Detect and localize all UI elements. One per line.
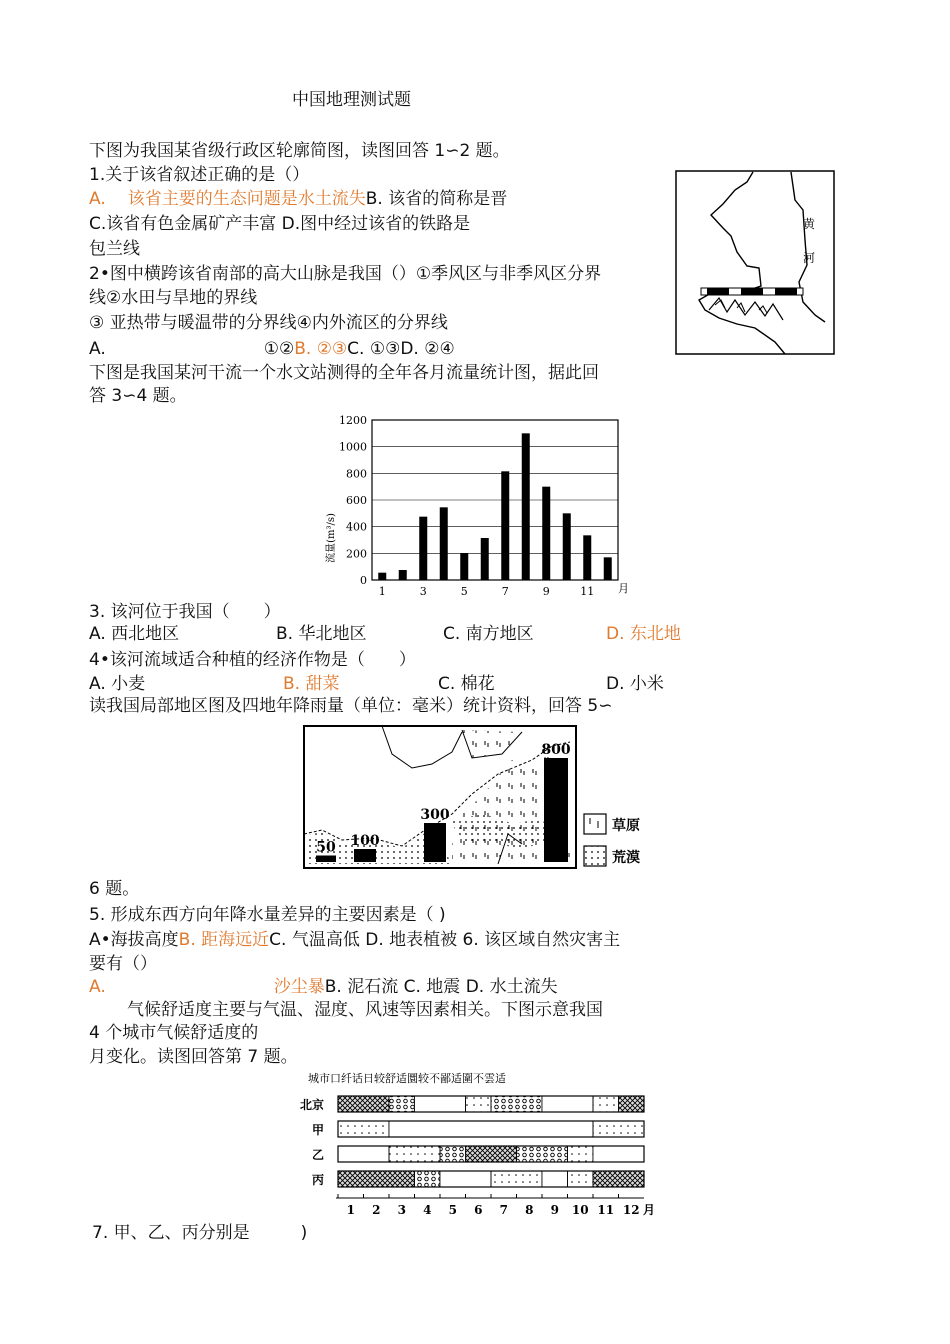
q5-option-rest: C. 气温高低 D. 地表植被 6. 该区域自然灾害主 [269,930,621,950]
comfort-segment [389,1096,415,1112]
comfort-segment [338,1146,389,1162]
q5-option-a: A•海拔高度 [89,930,179,950]
comfort-month-label: 12 [622,1203,640,1217]
flow-ytick-label: 600 [346,494,367,507]
flow-bar [399,570,407,580]
q2-options [89,338,455,360]
comfort-segment [466,1096,492,1112]
flow-bar [440,507,448,580]
comfort-month-label: 7 [499,1203,508,1217]
q4-option-a: A. 小麦 [89,674,146,694]
river-label-huang: 黄 [803,217,816,231]
flow-bar [501,471,509,580]
q7-stem: 7. 甲、乙、丙分别是 ) [92,1223,308,1243]
intro-q3-4-line2: 答 3∽4 题。 [89,386,187,406]
q2-stem-3: ③ 亚热带与暖温带的分界线④内外流区的分界线 [89,313,448,333]
q6-stem-cont: 要有（） [89,954,157,974]
flow-ytick-label: 400 [346,520,367,534]
flow-bar [563,513,571,580]
page-title: 中国地理测试题 [292,90,411,110]
comfort-segment [568,1171,594,1187]
intro-q7-line1: 气候舒适度主要与气温、湿度、风速等因素相关。下图示意我国 [127,1000,603,1020]
flow-bar [419,517,427,580]
q6-a-text: 沙尘暴 [273,977,325,997]
q5-stem: 5. 形成东西方向年降水量差异的主要因素是（ ) [89,905,446,925]
flow-bar [583,535,591,580]
comfort-segment [440,1171,491,1187]
q1-option-a [89,188,507,210]
q1-option-b: B. 该省的简称是晋 [365,189,508,209]
comfort-city-label: 乙 [311,1148,324,1162]
flow-bar [378,573,386,580]
comfort-segment [338,1096,389,1112]
q6-option-rest: B. 泥石流 C. 地震 D. 水土流失 [324,977,558,997]
q5-options [89,929,620,951]
river-label-he: 河 [803,251,816,265]
comfort-month-label: 10 [571,1203,589,1217]
comfort-segment [440,1146,466,1162]
flow-bar-chart [320,412,640,602]
q1-option-cd: C.该省有色金属矿产丰富 D.图中经过该省的铁路是 [89,214,471,234]
comfort-segment [593,1096,619,1112]
flow-xtick-label: 7 [501,585,509,598]
flow-ytick-label: 200 [346,547,367,561]
flow-xtick-label: 5 [460,585,468,598]
legend-grassland: 草原 [612,818,640,834]
q2-stem-2: 线②水田与旱地的界线 [89,288,258,308]
q1-a-label: A. [89,189,106,209]
comfort-segment [542,1171,568,1187]
q2-option-b: B. ②③ [294,339,348,359]
comfort-segment [491,1171,542,1187]
q2-stem-1: 2•图中横跨该省南部的高大山脉是我国（）①季风区与非季风区分界 [89,264,602,284]
q1-a-text: 该省主要的生态问题是水土流失 [127,189,366,209]
precip-bar [424,823,446,862]
comfort-segment [338,1171,415,1187]
flow-ytick-label: 800 [346,467,367,481]
q1-stem: 1.关于该省叙述正确的是（） [89,165,310,185]
comfort-month-label: 2 [372,1203,381,1217]
comfort-month-label: 11 [597,1203,615,1217]
flow-bar [481,538,489,580]
precip-bar [544,758,568,862]
comfort-segment [517,1146,568,1162]
flow-bar [604,557,612,580]
precip-bar [354,849,376,862]
comfort-month-label: 8 [525,1203,534,1217]
q3-option-a: A. 西北地区 [89,624,180,644]
comfort-month-unit: 月 [643,1203,656,1217]
comfort-segment [338,1121,389,1137]
comfort-month-label: 4 [423,1203,432,1217]
precipitation-map [302,724,654,872]
q3-stem: 3. 该河位于我国（ ） [89,602,281,622]
intro-q3-4-line1: 下图是我国某河干流一个水文站测得的全年各月流量统计图，据此回 [89,363,599,383]
flow-xtick-label: 3 [419,585,427,598]
comfort-segment [568,1146,594,1162]
comfort-city-label: 丙 [311,1173,324,1187]
comfort-segment [415,1171,441,1187]
comfort-segment [389,1121,593,1137]
q4-option-c: C. 棉花 [438,674,495,694]
q4-option-b: B. 甜菜 [283,674,340,694]
comfort-segment [619,1096,645,1112]
comfort-segment [466,1146,517,1162]
intro-q1-2: 下图为我国某省级行政区轮廓简图，读图回答 1∽2 题。 [89,141,510,161]
comfort-segment [542,1096,593,1112]
flow-ytick-label: 0 [360,574,367,587]
comfort-month-label: 5 [448,1203,457,1217]
precip-bar-label: 100 [350,833,380,849]
precip-bar-label: 800 [541,742,571,758]
q2-a-label: A. [89,339,106,359]
comfort-segment [593,1146,644,1162]
comfort-segment [491,1096,542,1112]
precip-bar [316,856,336,863]
precip-bar-label: 300 [420,807,450,823]
comfort-month-label: 1 [346,1203,355,1217]
comfort-segment [593,1121,644,1137]
q3-option-b: B. 华北地区 [276,624,367,644]
flow-ytick-label: 1200 [339,414,367,427]
q1-option-d-cont: 包兰线 [89,239,140,259]
q2-a-text: ①② [263,339,295,359]
q6-a-label: A. [89,977,106,997]
flow-ylabel: 流量(m³/s) [326,513,337,563]
q4-option-d: D. 小米 [606,674,664,694]
q5-option-b: B. 距海远近 [178,930,270,950]
flow-xtick-label: 1 [378,585,386,598]
comfort-city-label: 甲 [311,1123,324,1137]
comfort-city-label: 北京 [299,1098,324,1112]
comfort-segment [593,1171,644,1187]
flow-bar [542,487,550,580]
flow-bar [522,433,530,580]
comfort-legend-text: 城市口纤话日较舒适圜较不鄙适圍不雲适 [308,1072,506,1085]
province-map [675,170,835,356]
comfort-segment [415,1096,466,1112]
q6-options [89,976,558,998]
comfort-month-label: 3 [397,1203,406,1217]
q2-option-cd: C. ①③D. ②④ [347,339,455,359]
flow-bar [460,553,468,580]
comfort-segment [389,1146,440,1162]
intro-q5-6: 读我国局部地区图及四地年降雨量（单位：毫米）统计资料，回答 5∽ [89,696,613,716]
comfort-month-label: 9 [550,1203,559,1217]
q3-option-c: C. 南方地区 [443,624,534,644]
intro-q5-6-cont: 6 题。 [89,879,140,899]
comfort-chart [290,1068,660,1220]
flow-xtick-label: 11 [580,585,595,598]
q3-option-d: D. 东北地 [606,624,681,644]
flow-xtick-label: 9 [542,585,550,598]
flow-xlabel: 月 [618,582,629,595]
precip-bar-label: 50 [316,839,336,856]
comfort-month-label: 6 [474,1203,483,1217]
flow-ytick-label: 1000 [339,440,367,454]
intro-q7-line3: 月变化。读图回答第 7 题。 [89,1047,298,1067]
q4-stem: 4•该河流域适合种植的经济作物是（ ） [89,650,416,670]
legend-desert: 荒漠 [612,850,640,866]
intro-q7-line2: 4 个城市气候舒适度的 [89,1023,259,1043]
